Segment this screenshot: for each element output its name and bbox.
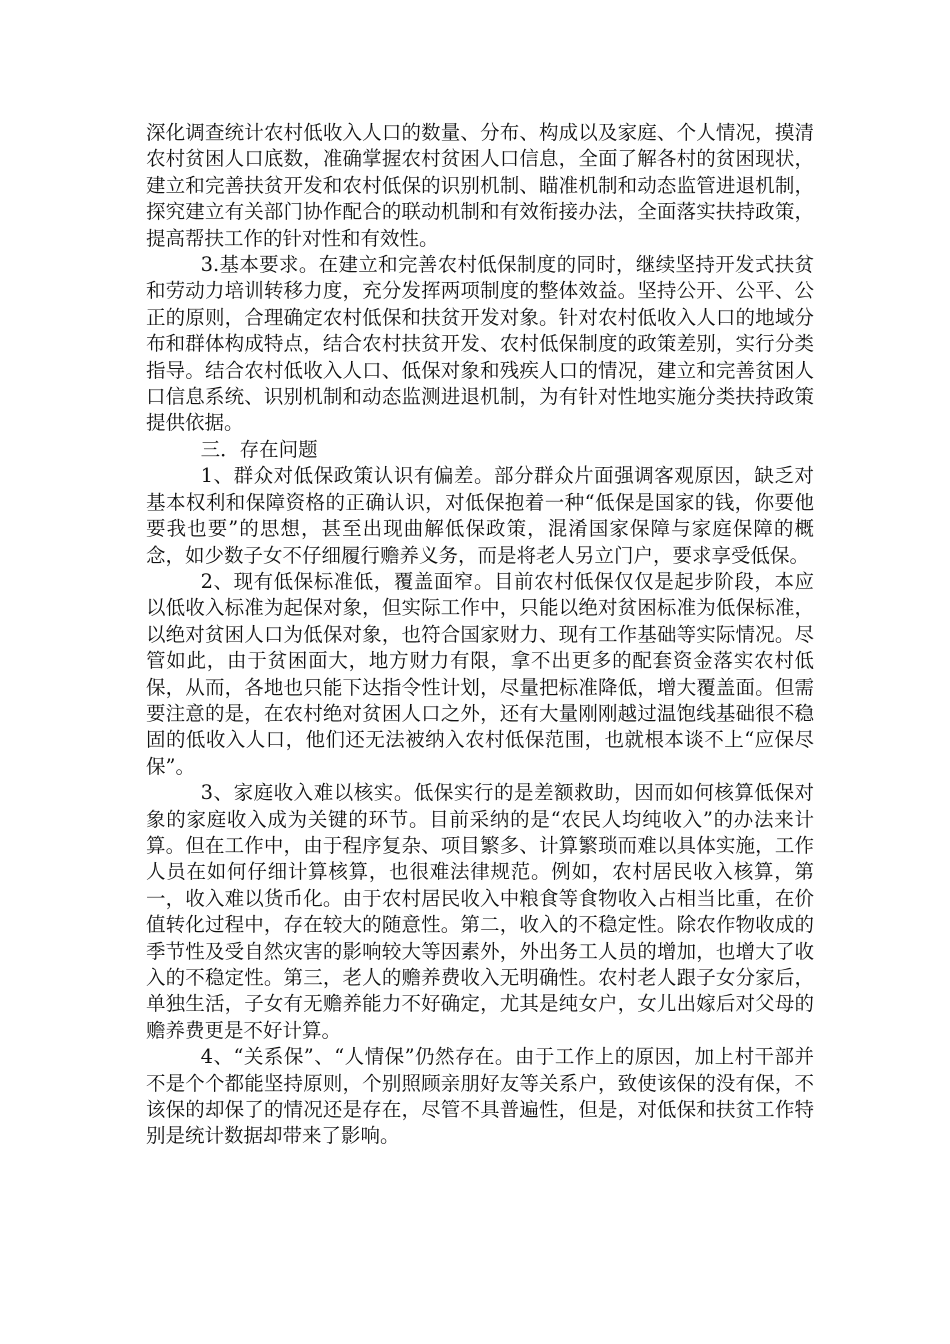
paragraph-problem-4: 4、“关系保”、“人情保”仍然存在。由于工作上的原因，加上村干部并不是个个都能坚持原则，个别照顾亲朋好友等关系户，致使该保的没有保，不该保的却保了的情况还是存在，尽管不具普遍性，但是，对低保和扶贫工作特别是统计数据却带来了影响。 xyxy=(146,1045,814,1148)
paragraph-basic-requirements: 3.基本要求。在建立和完善农村低保制度的同时，继续坚持开发式扶贫和劳动力培训转移力度，充分发挥两项制度的整体效益。坚持公开、公平、公正的原则，合理确定农村低保和扶贫开发对象。针对农村低收入人口的地域分布和群体构成特点，结合农村扶贫开发、农村低保制度的政策差别，实行分类指导。结合农村低收入人口、低保对象和残疾人口的情况，建立和完善贫困人口信息系统、识别机制和动态监测进退机制，为有针对性地实施分类扶持政策提供依据。 xyxy=(146,253,814,435)
paragraph-problem-3: 3、家庭收入难以核实。低保实行的是差额救助，因而如何核算低保对象的家庭收入成为关键的环节。目前采纳的是“农民人均纯收入”的办法来计算。但在工作中，由于程序复杂、项目繁多、计算繁琐而难以具体实施，工作人员在如何仔细计算核算，也很难法律规范。例如，农村居民收入核算，第一，收入难以货币化。由于农村居民收入中粮食等食物收入占相当比重，在价值转化过程中，存在较大的随意性。第二，收入的不稳定性。除农作物收成的季节性及受自然灾害的影响较大等因素外，外出务工人员的增加，也增大了收入的不稳定性。第三，老人的赡养费收入无明确性。农村老人跟子女分家后，单独生活，子女有无赡养能力不好确定，尤其是纯女户，女儿出嫁后对父母的赡养费更是不好计算。 xyxy=(146,781,814,1042)
paragraph-problem-1: 1、群众对低保政策认识有偏差。部分群众片面强调客观原因，缺乏对基本权利和保障资格的正确认识，对低保抱着一种“低保是国家的钱，你要他要我也要”的思想，甚至出现曲解低保政策，混淆国家保障与家庭保障的概念，如少数子女不仔细履行赡养义务，而是将老人另立门户，要求享受低保。 xyxy=(146,464,814,567)
paragraph-problem-2: 2、现有低保标准低，覆盖面窄。目前农村低保仅仅是起步阶段，本应以低收入标准为起保对象，但实际工作中，只能以绝对贫困标准为低保标准，以绝对贫困人口为低保对象，也符合国家财力、现有工作基础等实际情况。尽管如此，由于贫困面大，地方财力有限，拿不出更多的配套资金落实农村低保，从而，各地也只能下达指令性计划，尽量把标准降低，增大覆盖面。但需要注意的是，在农村绝对贫困人口之外，还有大量刚刚越过温饱线基础很不稳固的低收入人口，他们还无法被纳入农村低保范围，也就根本谈不上“应保尽保”。 xyxy=(146,569,814,778)
paragraph-intro-continuation: 深化调查统计农村低收入人口的数量、分布、构成以及家庭、个人情况，摸清农村贫困人口底数，准确掌握农村贫困人口信息，全面了解各村的贫困现状，建立和完善扶贫开发和农村低保的识别机制、瞄准机制和动态监管进退机制，探究建立有关部门协作配合的联动机制和有效衔接办法，全面落实扶持政策，提高帮扶工作的针对性和有效性。 xyxy=(146,121,814,250)
document-page xyxy=(146,120,814,1150)
section-heading-existing-problems: 三．存在问题 xyxy=(200,437,318,461)
